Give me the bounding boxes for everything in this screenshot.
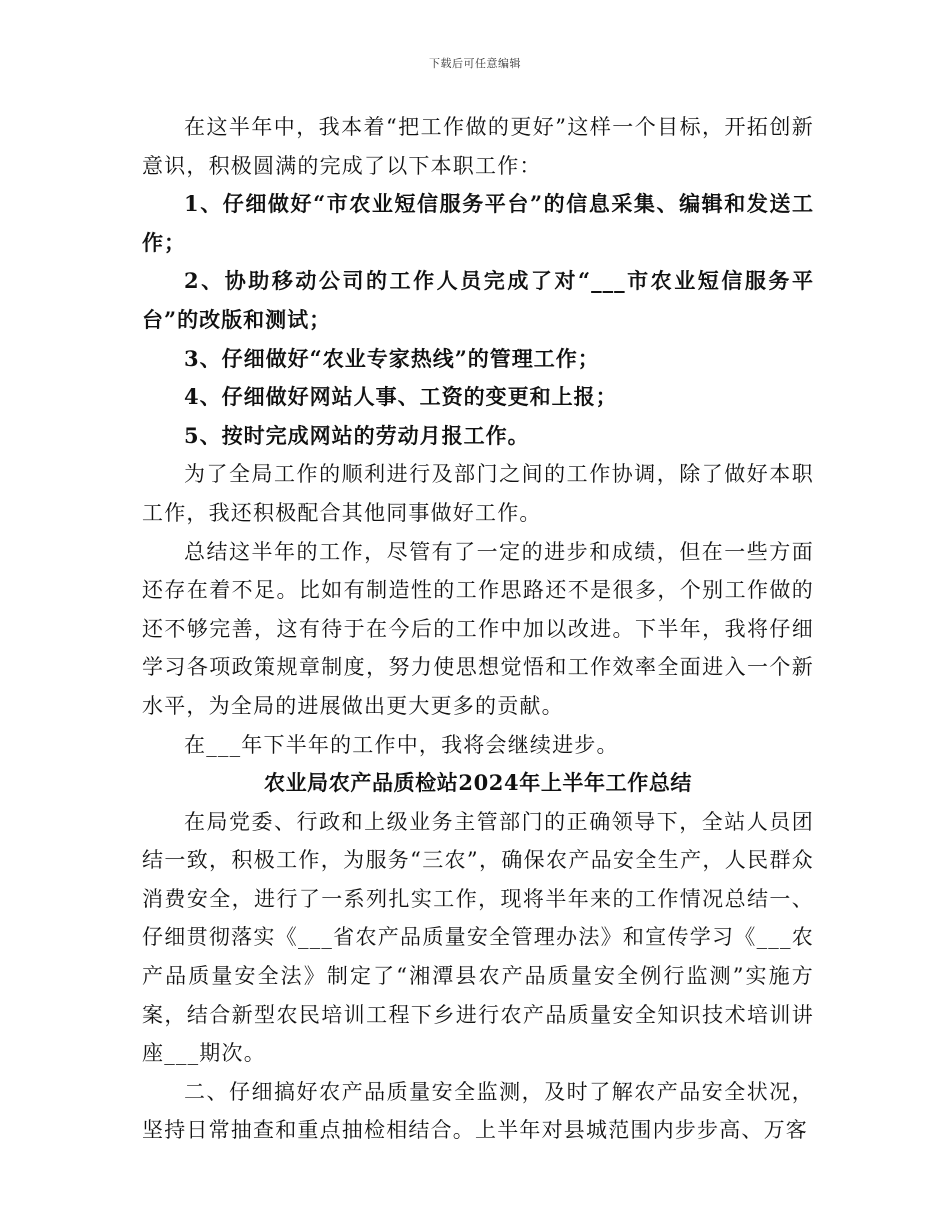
document-body — [142, 108, 814, 1150]
page-header-note: 下载后可任意编辑 — [429, 57, 521, 70]
section-title: 农业局农产品质检站2024年上半年工作总结 — [263, 770, 693, 796]
paragraph-intro: 在这半年中，我本着“把工作做的更好”这样一个目标，开拓创新意识，积极圆满的完成了以下本职工作： — [142, 115, 814, 178]
work-item-4: 4、仔细做好网站人事、工资的变更和上报； — [184, 384, 618, 410]
work-item-5: 5、按时完成网站的劳动月报工作。 — [184, 422, 530, 448]
paragraph-cooperation: 为了全局工作的顺利进行及部门之间的工作协调，除了做好本职工作，我还积极配合其他同事做好工作。 — [142, 462, 814, 525]
work-item-2: 2、协助移动公司的工作人员完成了对“___市农业短信服务平台”的改版和测试； — [142, 268, 814, 332]
paragraph-outlook: 在___年下半年的工作中，我将会继续进步。 — [184, 732, 619, 757]
paragraph-summary: 总结这半年的工作，尽管有了一定的进步和成绩，但在一些方面还存在着不足。比如有制造性的工作思路还不是很多，个别工作做的还不够完善，这有待于在今后的工作中加以改进。下半年，我将仔细学习各项政策规章制度，努力使思想觉悟和工作效率全面进入一个新水平，为全局的进展做出更大更多的贡献。 — [142, 539, 814, 718]
work-item-1: 1、仔细做好“市农业短信服务平台”的信息采集、编辑和发送工作； — [142, 191, 814, 255]
paragraph-monitoring: 二、仔细搞好农产品质量安全监测，及时了解农产品安全状况，坚持日常抽查和重点抽检相结合。上半年对县城范围内步步高、万客 — [142, 1079, 814, 1143]
paragraph-station-intro: 在局党委、行政和上级业务主管部门的正确领导下，全站人员团结一致，积极工作，为服务“三农”，确保农产品安全生产，人民群众消费安全，进行了一系列扎实工作，现将半年来的工作情况总结一、仔细贯彻落实《___省农产品质量安全管理办法》和宣传学习《___农产品质量安全法》制定了“湘潭县农产品质量安全例行监测”实施方案，结合新型农民培训工程下乡进行农产品质量安全知识技术培训讲座___期次。 — [142, 809, 814, 1066]
work-item-3: 3、仔细做好“农业专家热线”的管理工作； — [184, 345, 600, 371]
